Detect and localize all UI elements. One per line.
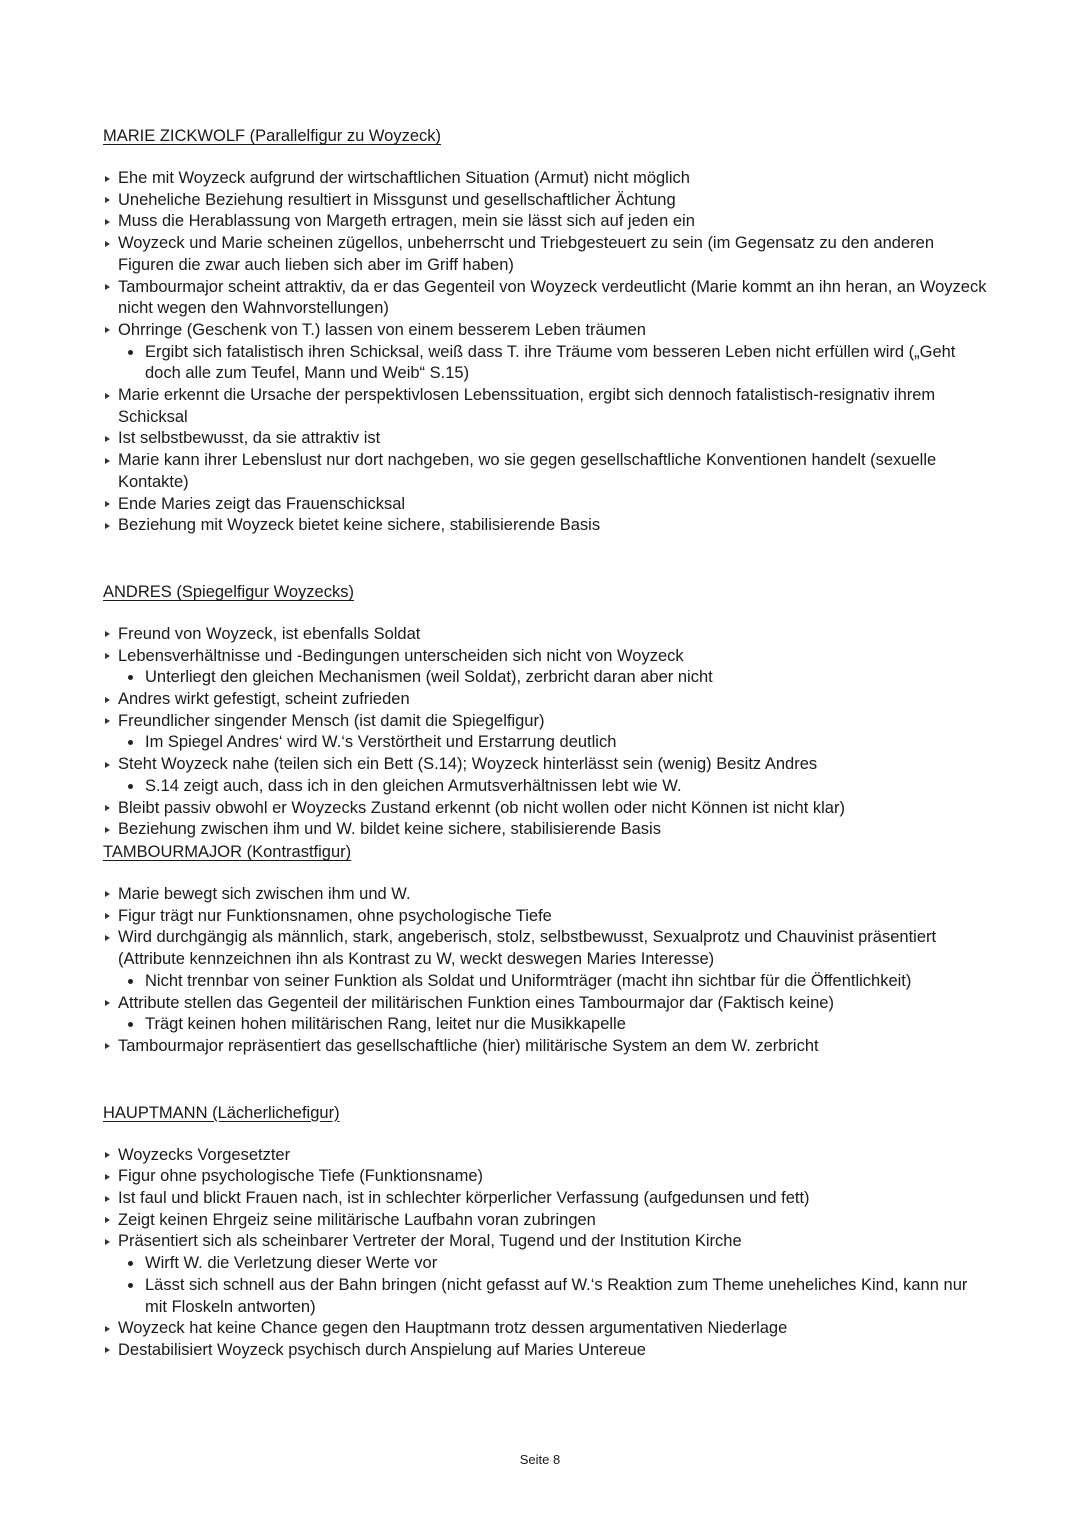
document-page: [103, 125, 993, 1362]
list-item: Figur trägt nur Funktionsnamen, ohne psychologische Tiefe: [103, 906, 993, 928]
list-item: Woyzeck und Marie scheinen zügellos, unbeherrscht und Triebgesteuert zu sein (im Gegensatz zu den anderen Figuren die zwar auch lieben sich aber im Griff haben): [103, 233, 993, 276]
list-item: Präsentiert sich als scheinbarer Vertreter der Moral, Tugend und der Institution Kirche: [103, 1231, 993, 1253]
sub-list-item: Trägt keinen hohen militärischen Rang, leitet nur die Musikkapelle: [103, 1014, 993, 1036]
section-heading: MARIE ZICKWOLF (Parallelfigur zu Woyzeck): [103, 127, 442, 145]
section-tambourmajor: [103, 841, 993, 1058]
list-item: Tambourmajor repräsentiert das gesellschaftliche (hier) militärische System an dem W. zerbricht: [103, 1036, 993, 1058]
list-item: Uneheliche Beziehung resultiert in Missgunst und gesellschaftlicher Ächtung: [103, 190, 993, 212]
list-item: Marie bewegt sich zwischen ihm und W.: [103, 884, 993, 906]
bullet-list: [103, 884, 993, 1058]
list-item: Woyzecks Vorgesetzter: [103, 1145, 993, 1167]
section-andres: [103, 581, 993, 841]
sub-list-item: Lässt sich schnell aus der Bahn bringen (nicht gefasst auf W.‘s Reaktion zum Theme uneheliches Kind, kann nur mit Floskeln antworten): [103, 1275, 993, 1318]
sub-list-item: Unterliegt den gleichen Mechanismen (weil Soldat), zerbricht daran aber nicht: [103, 667, 993, 689]
list-item: Wird durchgängig als männlich, stark, angeberisch, stolz, selbstbewusst, Sexualprotz und Chauvinist präsentiert (Attribute kennzeichnen ihn als Kontrast zu W, weckt deswegen Maries Interesse): [103, 927, 993, 970]
section-marie: [103, 125, 993, 537]
list-item: Ende Maries zeigt das Frauenschicksal: [103, 494, 993, 516]
bullet-list: [103, 1145, 993, 1362]
list-item: Muss die Herablassung von Margeth ertragen, mein sie lässt sich auf jeden ein: [103, 211, 993, 233]
list-item: Ist faul und blickt Frauen nach, ist in schlechter körperlicher Verfassung (aufgedunsen und fett): [103, 1188, 993, 1210]
page-number: Seite 8: [519, 1452, 561, 1467]
section-heading: ANDRES (Spiegelfigur Woyzecks): [103, 582, 354, 601]
sub-list-item: S.14 zeigt auch, dass ich in den gleichen Armutsverhältnissen lebt wie W.: [103, 776, 993, 798]
sub-list-item: Wirft W. die Verletzung dieser Werte vor: [103, 1253, 993, 1275]
list-item: Attribute stellen das Gegenteil der militärischen Funktion eines Tambourmajor dar (Faktisch keine): [103, 993, 993, 1015]
list-item: Woyzeck hat keine Chance gegen den Hauptmann trotz dessen argumentativen Niederlage: [103, 1318, 993, 1340]
list-item: Bleibt passiv obwohl er Woyzecks Zustand erkennt (ob nicht wollen oder nicht Können ist nicht klar): [103, 798, 993, 820]
list-item: Beziehung zwischen ihm und W. bildet keine sichere, stabilisierende Basis: [103, 819, 993, 841]
list-item: Zeigt keinen Ehrgeiz seine militärische Laufbahn voran zubringen: [103, 1210, 993, 1232]
list-item: Marie kann ihrer Lebenslust nur dort nachgeben, wo sie gegen gesellschaftliche Konventionen handelt (sexuelle Kontakte): [103, 450, 993, 493]
sub-list-item: Im Spiegel Andres‘ wird W.‘s Verstörtheit und Erstarrung deutlich: [103, 732, 993, 754]
list-item: Destabilisiert Woyzeck psychisch durch Anspielung auf Maries Untereue: [103, 1340, 993, 1362]
list-item: Marie erkennt die Ursache der perspektivlosen Lebenssituation, ergibt sich dennoch fatalistisch-resignativ ihrem Schicksal: [103, 385, 993, 428]
bullet-list: [103, 624, 993, 841]
list-item: Tambourmajor scheint attraktiv, da er das Gegenteil von Woyzeck verdeutlicht (Marie kommt an ihn heran, an Woyzeck nicht wegen den Wahnvorstellungen): [103, 277, 993, 320]
list-item: Freundlicher singender Mensch (ist damit die Spiegelfigur): [103, 711, 993, 733]
section-heading: HAUPTMANN (Lächerlichefigur): [103, 1103, 340, 1122]
list-item: Beziehung mit Woyzeck bietet keine sichere, stabilisierende Basis: [103, 515, 993, 537]
list-item: Freund von Woyzeck, ist ebenfalls Soldat: [103, 624, 993, 646]
list-item: Andres wirkt gefestigt, scheint zufrieden: [103, 689, 993, 711]
sub-list-item: Ergibt sich fatalistisch ihren Schicksal, weiß dass T. ihre Träume vom besseren Leben nicht erfüllen wird („Geht doch alle zum Teufel, Mann und Weib“ S.15): [103, 342, 993, 385]
list-item: Ist selbstbewusst, da sie attraktiv ist: [103, 428, 993, 450]
list-item: Lebensverhältnisse und -Bedingungen unterscheiden sich nicht von Woyzeck: [103, 646, 993, 668]
sub-list-item: Nicht trennbar von seiner Funktion als Soldat und Uniformträger (macht ihn sichtbar für die Öffentlichkeit): [103, 971, 993, 993]
list-item: Ehe mit Woyzeck aufgrund der wirtschaftlichen Situation (Armut) nicht möglich: [103, 168, 993, 190]
bullet-list: [103, 168, 993, 537]
list-item: Ohrringe (Geschenk von T.) lassen von einem besserem Leben träumen: [103, 320, 993, 342]
section-hauptmann: [103, 1102, 993, 1362]
section-heading: TAMBOURMAJOR (Kontrastfigur): [103, 842, 352, 861]
list-item: Figur ohne psychologische Tiefe (Funktionsname): [103, 1166, 993, 1188]
list-item: Steht Woyzeck nahe (teilen sich ein Bett (S.14); Woyzeck hinterlässt sein (wenig) Besitz Andres: [103, 754, 993, 776]
